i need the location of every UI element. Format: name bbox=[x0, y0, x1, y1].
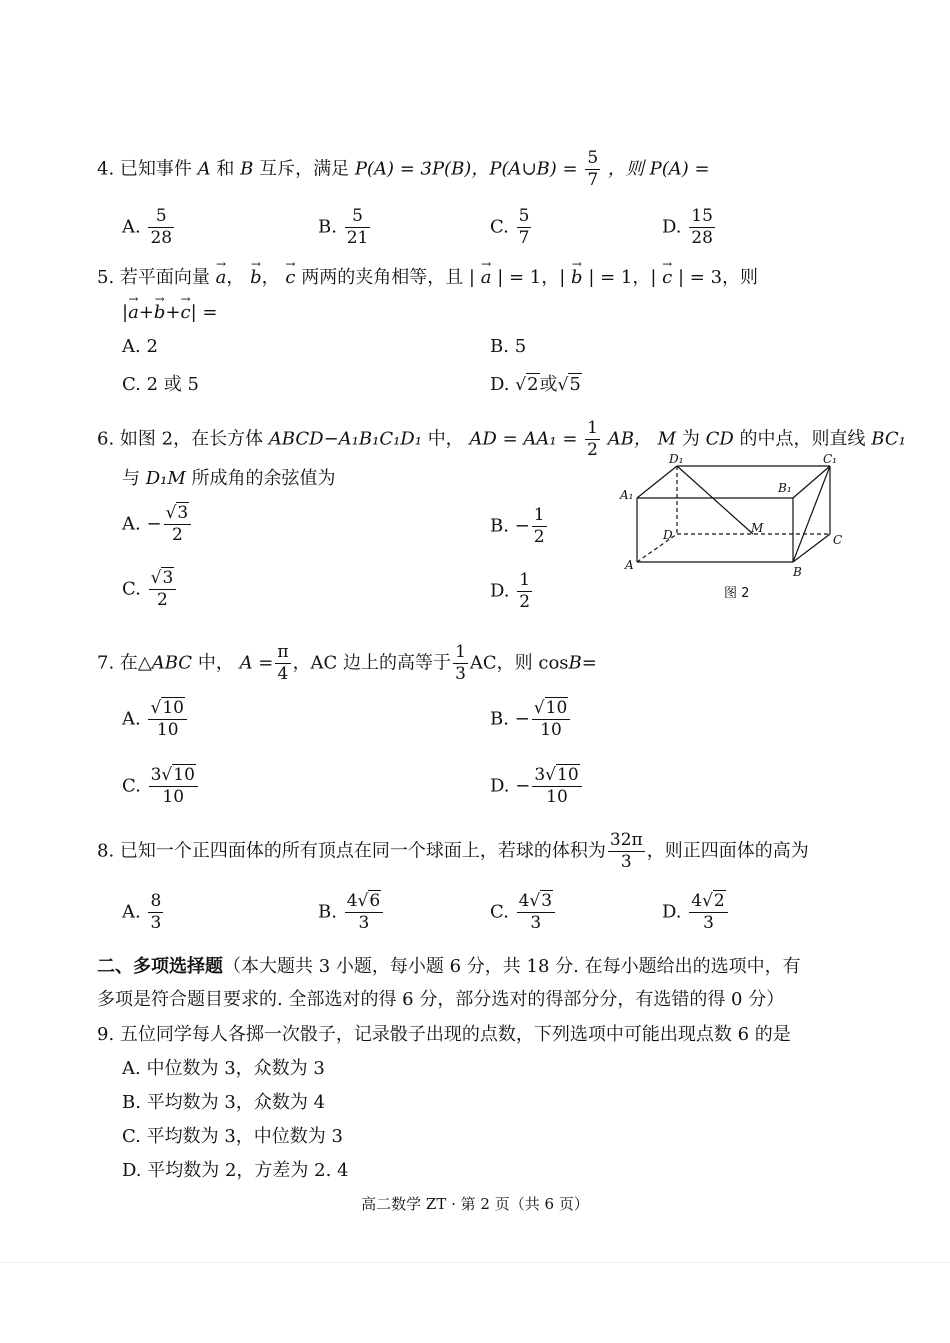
q4-option-b: B. $\frac{5}{21}$ bbox=[318, 206, 369, 248]
q5-option-c: C. 2 或 5 bbox=[122, 374, 199, 395]
q7-option-c: C. $\frac{3√10}{10}$ bbox=[122, 767, 200, 806]
page-edge-divider bbox=[0, 1262, 950, 1263]
q8-option-a: A. $\frac{8}{3}$ bbox=[122, 891, 162, 933]
question-9-stem: 9. 五位同学每人各掷一次骰子，记录骰子出现的点数，下列选项中可能出现点数 6 的是 bbox=[97, 1024, 791, 1045]
q6-option-a: A. − $\frac{√3}{2}$ bbox=[122, 505, 193, 544]
q9-option-d: D. 平均数为 2，方差为 2. 4 bbox=[122, 1160, 349, 1181]
question-5-line2: |→ a+→ b+→ c| = bbox=[122, 302, 218, 324]
fraction: $\frac{5}{7}$ bbox=[587, 148, 599, 190]
label-b: B bbox=[793, 565, 802, 579]
section-2-header-line2: 多项是符合题目要求的. 全部选对的得 6 分，部分选对的得部分分，有选错的得 0 分） bbox=[97, 989, 785, 1010]
q7-option-a: A. $\frac{√10}{10}$ bbox=[122, 700, 189, 739]
q9-option-a: A. 中位数为 3，众数为 3 bbox=[122, 1058, 325, 1079]
q6-option-b: B. − $\frac{1}{2}$ bbox=[490, 505, 545, 547]
q9-option-b: B. 平均数为 3，众数为 4 bbox=[122, 1092, 326, 1113]
q7-option-d: D. − $\frac{3√10}{10}$ bbox=[490, 767, 584, 806]
section-2-title: 二、多项选择题 bbox=[97, 956, 223, 977]
line-d1m bbox=[677, 466, 753, 534]
q6-option-d: D. $\frac{1}{2}$ bbox=[490, 570, 531, 612]
question-5-stem: 5. 若平面向量 → a， → b， → c 两两的夹角相等，且 | → a | = 1，| → b | = 1，| → c | = 3，则 bbox=[97, 267, 758, 289]
q7-option-b: B. − $\frac{√10}{10}$ bbox=[490, 700, 572, 739]
figure-2-caption: 图 2 bbox=[724, 586, 750, 601]
question-6-stem: 6. 如图 2，在长方体 ABCD−A₁B₁C₁D₁ 中， AD = AA₁ = $\frac{1}{2}$ AB， M 为 CD 的中点，则直线 BC₁ bbox=[97, 418, 906, 460]
label-c: C bbox=[833, 533, 843, 547]
label-m: M bbox=[751, 521, 764, 535]
q8-option-b: B. $\frac{4√6}{3}$ bbox=[318, 893, 385, 932]
label-a: A bbox=[625, 558, 634, 572]
q4-option-d: D. $\frac{15}{28}$ bbox=[662, 206, 713, 248]
question-6-line2: 与 D₁M 所成角的余弦值为 bbox=[122, 468, 336, 489]
q6-option-c: C. $\frac{√3}{2}$ bbox=[122, 570, 178, 609]
q4-option-a: A. $\frac{5}{28}$ bbox=[122, 206, 173, 248]
section-2-header: 二、多项选择题（本大题共 3 小题，每小题 6 分，共 18 分. 在每小题给出的选项中，有 bbox=[97, 956, 801, 977]
edge-a1d1 bbox=[637, 466, 677, 498]
question-7-stem: 7. 在△ABC 中， A = $\frac{\pi}{4}$ ，AC 边上的高等于 $\frac{1}{3}$ AC，则 cosB= bbox=[97, 642, 597, 684]
label-d1: D₁ bbox=[669, 452, 684, 466]
q4-option-c: C. $\frac{5}{7}$ bbox=[490, 206, 530, 248]
label-c1: C₁ bbox=[823, 452, 837, 466]
label-a1: A₁ bbox=[620, 488, 634, 502]
label-b1: B₁ bbox=[778, 481, 792, 495]
question-4-stem: 4. 已知事件 A 和 B 互斥，满足 P(A) = 3P(B)，P(A∪B) = $\frac{5}{7}$ ，则 P(A) = bbox=[97, 148, 710, 190]
q5-option-b: B. 5 bbox=[490, 336, 527, 357]
label-d: D bbox=[663, 528, 673, 542]
q5-option-d: D. √2或√5 bbox=[490, 374, 581, 395]
q9-option-c: C. 平均数为 3，中位数为 3 bbox=[122, 1126, 343, 1147]
q5-option-a: A. 2 bbox=[122, 336, 158, 357]
page-footer: 高二数学 ZT · 第 2 页（共 6 页） bbox=[361, 1195, 589, 1213]
q8-option-c: C. $\frac{4√3}{3}$ bbox=[490, 893, 557, 932]
q8-option-d: D. $\frac{4√2}{3}$ bbox=[662, 893, 730, 932]
question-8-stem: 8. 已知一个正四面体的所有顶点在同一个球面上，若球的体积为 $\frac{32\pi}{3}$ ，则正四面体的高为 bbox=[97, 830, 809, 872]
